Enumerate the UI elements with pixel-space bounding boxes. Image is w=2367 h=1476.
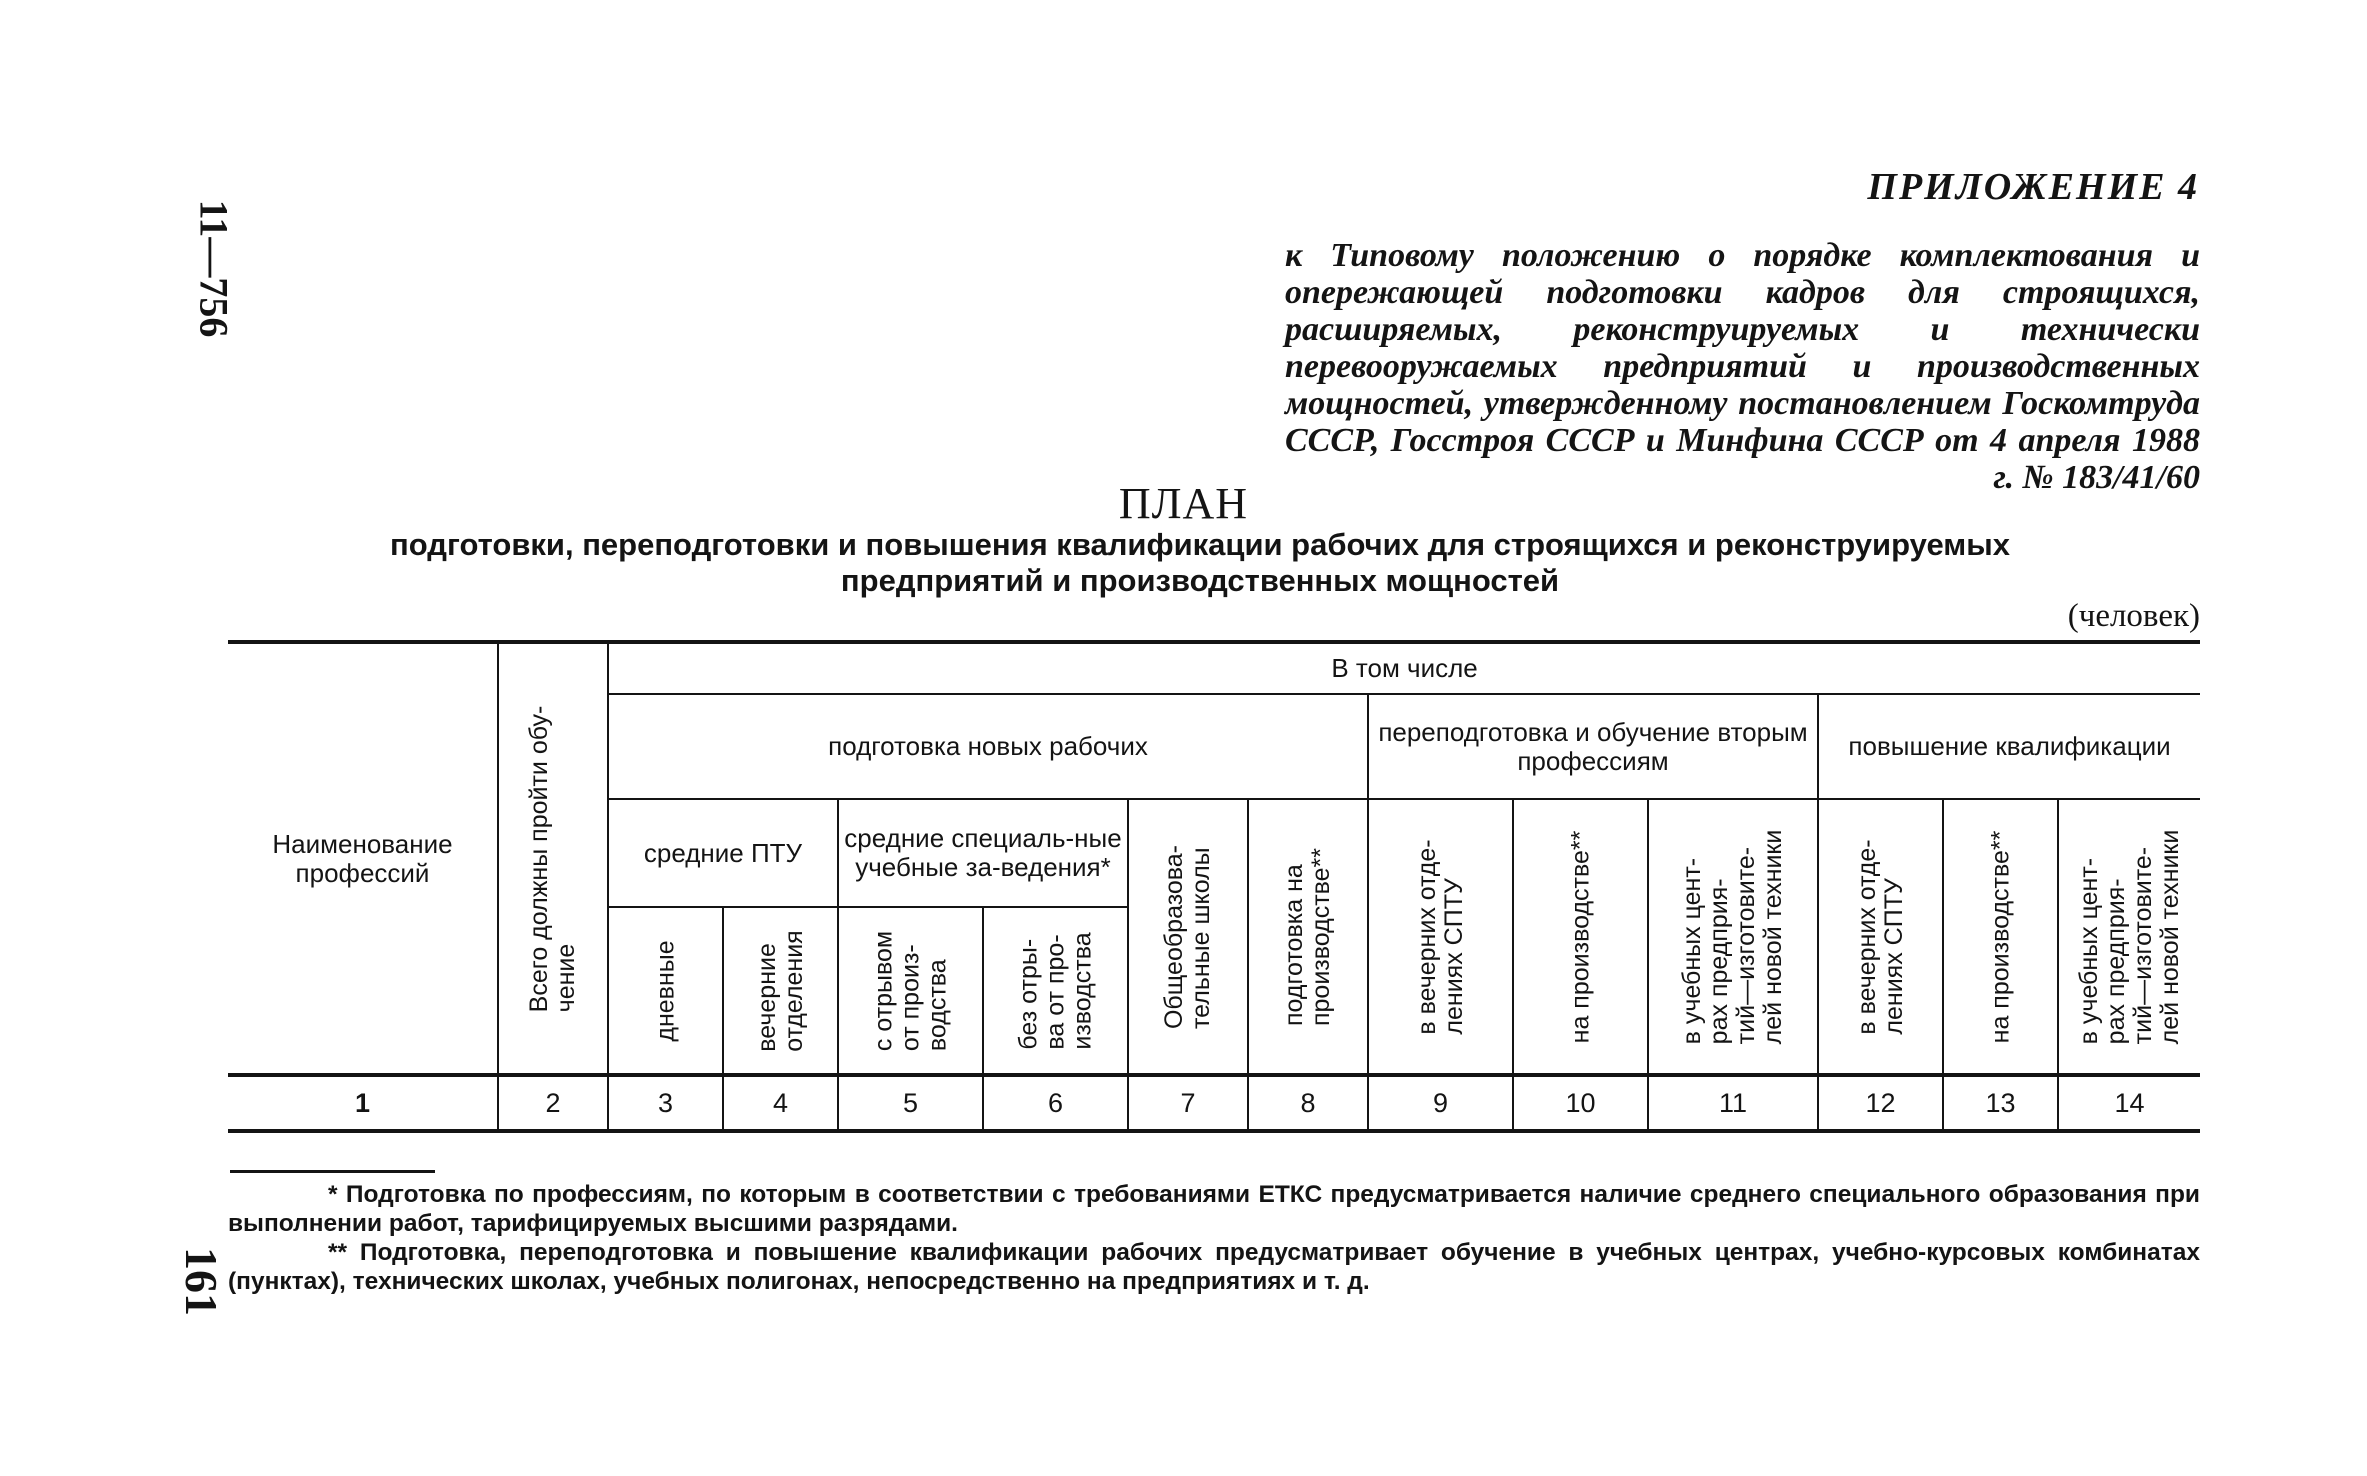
header-retrain-evening-label: в вечерних отде- лениях СПТУ: [1412, 838, 1468, 1035]
header-without-break-label: без отры- ва от про- изводства: [1014, 931, 1096, 1050]
footnote-divider: [230, 1170, 435, 1173]
header-upgrade-evening-label: в вечерних отде- лениях СПТУ: [1852, 838, 1908, 1035]
header-total: [498, 642, 608, 1075]
header-with-break-label: с отрывом от произ- водства: [869, 930, 951, 1051]
header-ptu-day: [608, 907, 723, 1075]
header-ptu-evening: [723, 907, 838, 1075]
header-total-label: Всего должны пройти обу- чение: [525, 705, 580, 1012]
column-number: 13: [1943, 1075, 2058, 1131]
header-production-training: [1248, 799, 1368, 1075]
header-upgrade-production: [1943, 799, 2058, 1075]
column-number: 2: [498, 1075, 608, 1131]
header-including: В том числе: [608, 642, 2200, 694]
column-number: 10: [1513, 1075, 1648, 1131]
header-upgrade-centers: [2058, 799, 2200, 1075]
header-special-schools: средние специаль-ные учебные за-ведения*: [838, 799, 1128, 907]
column-number: 1: [228, 1075, 498, 1131]
header-ptu-day-label: дневные: [651, 939, 679, 1042]
header-group-retraining: переподготовка и обучение вторым профессиям: [1368, 694, 1818, 799]
footnote-double-asterisk: ** Подготовка, переподготовка и повышение квалификации рабочих предусматривает обучение в учебных центрах, учебно-курсовых комбинатах (пунктах), технических школах, учебных полигонах, непосредственно на предприятиях и т. д.: [228, 1239, 2200, 1295]
header-general-schools: [1128, 799, 1248, 1075]
column-number: 3: [608, 1075, 723, 1131]
column-number: 5: [838, 1075, 983, 1131]
header-retrain-production-label: на производстве**: [1566, 830, 1594, 1043]
column-number: 8: [1248, 1075, 1368, 1131]
header-general-schools-label: Общеобразова- тельные школы: [1160, 844, 1215, 1029]
header-retrain-centers-label: в учебных цент- рах предприя- тий—изготовите- лей новой техники: [1678, 829, 1787, 1044]
header-retrain-evening: [1368, 799, 1513, 1075]
column-number: 11: [1648, 1075, 1818, 1131]
footnotes: [228, 1180, 2200, 1296]
footnote-single-asterisk: * Подготовка по профессиям, по которым в соответствии с требованиями ЕТКС предусматривается наличие среднего специального образования при выполнении работ, тарифицируемых высшими разрядами.: [228, 1181, 2200, 1237]
appendix-reference: к Типовому положению о порядке комплектования и опережающей подготовки кадров для строящихся, расширяемых, реконструируемых и технически перевооружаемых предприятий и производственных мощностей, утвержденному постановлением Госкомтруда СССР, Госстроя СССР и Минфина СССР от 4 апреля 1988 г. № 183/41/60: [1285, 237, 2200, 496]
column-number: 6: [983, 1075, 1128, 1131]
header-without-break: [983, 907, 1128, 1075]
header-retrain-centers: [1648, 799, 1818, 1075]
header-retrain-production: [1513, 799, 1648, 1075]
plan-title: ПЛАН: [1118, 479, 1249, 528]
column-number: 7: [1128, 1075, 1248, 1131]
header-upgrade-production-label: на производстве**: [1986, 830, 2014, 1043]
header-group-new-workers: подготовка новых рабочих: [608, 694, 1368, 799]
plan-table: [228, 640, 2200, 1133]
header-production-training-label: подготовка на производстве**: [1280, 847, 1335, 1026]
header-upgrade-centers-label: в учебных цент- рах предприя- тий—изготовите- лей новой техники: [2074, 829, 2184, 1044]
header-ptu: средние ПТУ: [608, 799, 838, 907]
header-with-break: [838, 907, 983, 1075]
units-label: (человек): [2067, 598, 2200, 634]
header-ptu-evening-label: вечерние отделения: [752, 929, 808, 1052]
column-number: 9: [1368, 1075, 1513, 1131]
plan-subtitle: подготовки, переподготовки и повышения квалификации рабочих для строящихся и реконструируемых предприятий и производственных мощностей: [390, 527, 2010, 598]
column-number: 4: [723, 1075, 838, 1131]
header-profession: Наименование профессий: [228, 642, 498, 1075]
sheet-mark: 11—756: [191, 199, 237, 338]
page-number: 161: [176, 1247, 227, 1316]
column-number: 12: [1818, 1075, 1943, 1131]
header-upgrade-evening: [1818, 799, 1943, 1075]
appendix-title: ПРИЛОЖЕНИЕ 4: [1867, 166, 2199, 208]
column-number: 14: [2058, 1075, 2200, 1131]
column-number-row: [228, 1075, 2200, 1131]
header-group-upgrade: повышение квалификации: [1818, 694, 2200, 799]
